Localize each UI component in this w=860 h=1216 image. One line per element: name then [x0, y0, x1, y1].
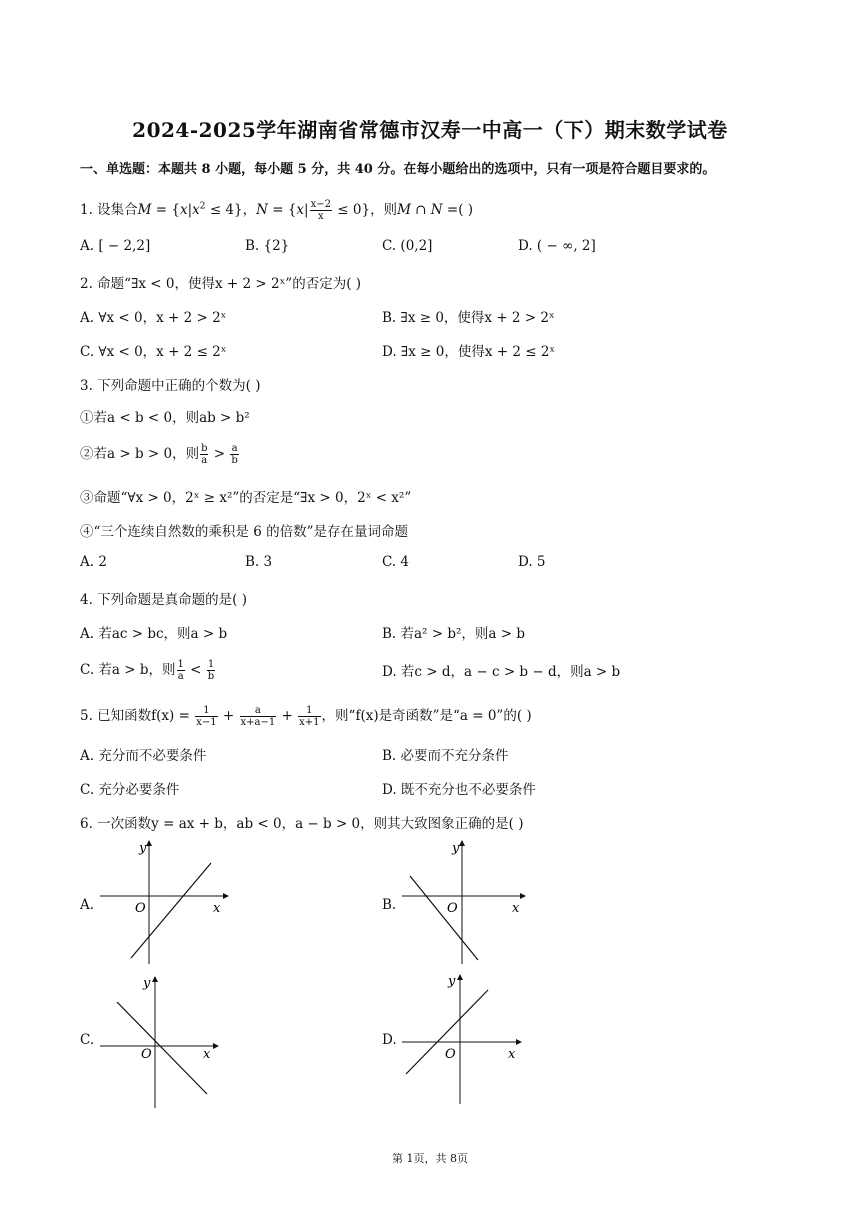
- q6-option-b-label: B.: [382, 897, 397, 913]
- q5-option-c: C. 充分必要条件: [80, 782, 180, 798]
- question-1: 1. 设集合$M = \{x|x^2 \le 4\}$，N = {x| $\frac{x-2}{x}$ ≤ 0}，则M ∩ N =( ): [80, 199, 474, 222]
- q5-stem-prefix: 5. 已知函数f(x) =: [80, 708, 190, 724]
- q3-option-a: A. 2: [80, 554, 107, 570]
- question-3: 3. 下列命题中正确的个数为( ): [80, 378, 261, 394]
- q3-item-2: ②若a > b > 0，则 $\frac{b}{a}$ > $\frac{a}{b}$: [80, 443, 238, 466]
- q6-a-axis-y: y: [139, 841, 147, 856]
- q2-option-b: B. ∃x ≥ 0，使得x + 2 > 2ˣ: [382, 310, 555, 326]
- page-title: 2024-2025学年湖南省常德市汉寿一中高一（下）期末数学试卷: [132, 118, 728, 142]
- q3-item-1: ①若a < b < 0，则ab > b²: [80, 410, 250, 426]
- q2-option-c: C. ∀x < 0，x + 2 ≤ 2ˣ: [80, 344, 227, 360]
- question-4: 4. 下列命题是真命题的是( ): [80, 592, 247, 608]
- q6-graph-b: [400, 836, 540, 966]
- q4-option-c-text: C. 若a > b，则: [80, 662, 176, 678]
- q1-option-b: B. {2}: [245, 238, 290, 254]
- question-5: 5. 已知函数f(x) = $\frac{1}{x-1}$ + $\frac{a}{x+a-1}$ + $\frac{1}{x+1}$ ，则“f(x)是奇函数”是“a = 0”的( ): [80, 705, 532, 728]
- q5-stem-suffix: ，则“f(x)是奇函数”是“a = 0”的( ): [321, 708, 532, 724]
- q6-c-origin: O: [141, 1047, 152, 1062]
- q3-item-4: ④“三个连续自然数的乘积是 6 的倍数”是存在量词命题: [80, 524, 408, 540]
- q6-graph-a: [95, 836, 235, 966]
- q3-item-2-text: ②若a > b > 0，则: [80, 446, 200, 462]
- q4-option-c: C. 若a > b，则 $\frac{1}{a}$ < $\frac{1}{b}$: [80, 659, 215, 682]
- q6-d-axis-x: x: [508, 1047, 516, 1062]
- q6-b-axis-x: x: [512, 901, 520, 916]
- q1-option-a: A. [ − 2,2]: [80, 238, 151, 254]
- q3-option-d: D. 5: [518, 554, 546, 570]
- q6-option-d-label: D.: [382, 1032, 397, 1048]
- q6-b-origin: O: [447, 901, 458, 916]
- q6-b-axis-y: y: [452, 841, 460, 856]
- q1-stem-prefix: 1. 设集合: [80, 202, 138, 218]
- q1-option-d: D. ( − ∞, 2]: [518, 238, 596, 254]
- q6-option-a-label: A.: [80, 897, 95, 913]
- q6-graph-d: [400, 970, 540, 1110]
- q3-item-3: ③命题“∀x > 0，2ˣ ≥ x²”的否定是“∃x > 0，2ˣ < x²”: [80, 490, 412, 506]
- q3-option-c: C. 4: [382, 554, 410, 570]
- q4-option-b: B. 若a² > b²，则a > b: [382, 626, 525, 642]
- question-2: 2. 命题“∃x < 0，使得x + 2 > 2ˣ”的否定为( ): [80, 276, 362, 292]
- q6-option-c-label: C.: [80, 1032, 95, 1048]
- q2-option-a: A. ∀x < 0，x + 2 > 2ˣ: [80, 310, 227, 326]
- q6-a-origin: O: [135, 901, 146, 916]
- q4-option-d: D. 若c > d，a − c > b − d，则a > b: [382, 664, 621, 680]
- q6-d-axis-y: y: [448, 974, 456, 989]
- question-6: 6. 一次函数y = ax + b，ab < 0，a − b > 0，则其大致图象正确的是( ): [80, 816, 524, 832]
- q6-graph-c: [95, 970, 235, 1110]
- section-heading: 一、单选题：本题共 8 小题，每小题 5 分，共 40 分。在每小题给出的选项中，只有一项是符合题目要求的。: [80, 162, 716, 177]
- page-footer: 第 1页，共 8页: [392, 1152, 468, 1165]
- q3-option-b: B. 3: [245, 554, 273, 570]
- q2-option-d: D. ∃x ≥ 0，使得x + 2 ≤ 2ˣ: [382, 344, 556, 360]
- q1-stem-suffix: ，则: [370, 202, 398, 218]
- q1-option-c: C. (0,2]: [382, 238, 433, 254]
- q6-c-axis-y: y: [143, 976, 151, 991]
- q5-option-b: B. 必要而不充分条件: [382, 748, 509, 764]
- q6-c-axis-x: x: [203, 1047, 211, 1062]
- q6-a-axis-x: x: [213, 901, 221, 916]
- q6-d-origin: O: [445, 1047, 456, 1062]
- q4-option-a: A. 若ac > bc，则a > b: [80, 626, 228, 642]
- q5-option-a: A. 充分而不必要条件: [80, 748, 207, 764]
- q5-option-d: D. 既不充分也不必要条件: [382, 782, 536, 798]
